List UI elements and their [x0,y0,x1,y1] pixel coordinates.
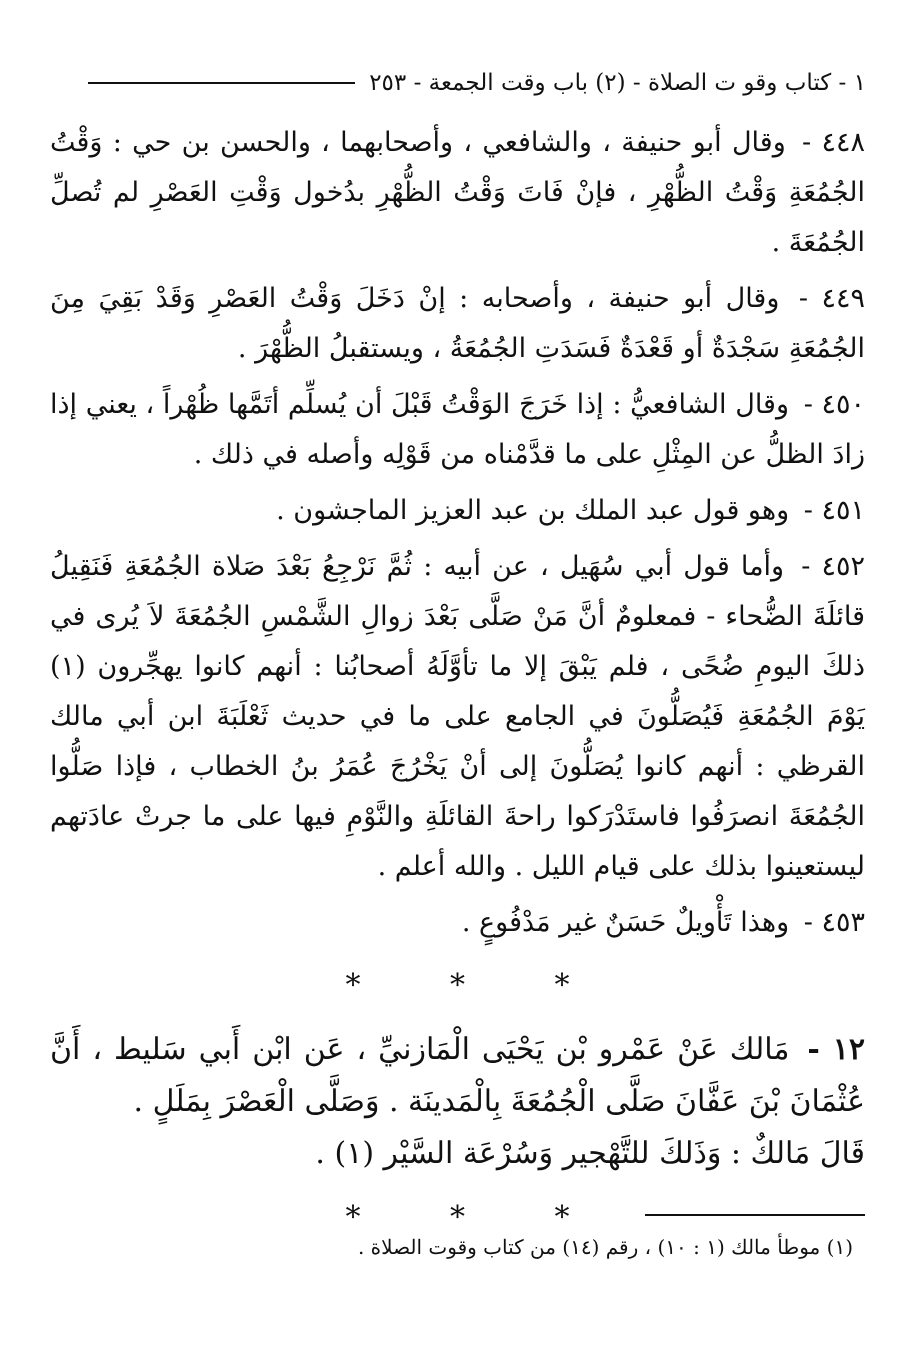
running-header [88,66,866,100]
paragraph-text: وأما قول أبي سُهَيل ، عن أبيه : ثُمَّ نَرْجِعُ بَعْدَ صَلاة الجُمُعَةِ فَنَقِيلُ قائلَةَ الضُّحاء - فمعلومٌ أنَّ مَنْ صَلَّى بَعْدَ زوالِ الشَّمْسِ الجُمُعَةَ لاَ يُرى في ذلكَ اليومِ ضُحًى ، فلم يَبْقَ إلا ما تأوَّلَهُ أصحابُنا : أنهم كانوا يهجِّرون (١) يَوْمَ الجُمُعَةِ فَيُصَلُّونَ في الجامع على ما في حديث ثَعْلَبَةَ ابن أبي مالك القرظي : أنهم كانوا يُصَلُّونَ إلى أنْ يَخْرُجَ عُمَرُ بنُ الخطاب ، فإذا صَلُّوا الجُمُعَةَ انصرَفُوا فاستَدْرَكوا راحةَ القائلَةِ والنَّوْمِ فيها على ما جرتْ عادَتهم ليستعينوا بذلك على قيام الليل . والله أعلم . [50,551,865,882]
hadith-12 [50,1024,865,1128]
paragraph-text: وقال الشافعيُّ : إذا خَرَجَ الوَقْتُ قَبْلَ أن يُسلِّم أتَمَّها ظُهْراً ، يعني إذا زادَ الظلُّ عن المِثْلِ على ما قدَّمْناه من قَوْلِه وأصله في ذلك . [50,389,865,470]
header-rule [88,82,355,84]
malik-comment: قَالَ مَالكٌ : وَذَلكَ للتَّهْجير وَسُرْعَة السَّيْر (١) . [315,1136,865,1171]
paragraph-text: وهذا تَأْويلٌ حَسَنٌ غير مَدْفُوعٍ . [461,907,790,938]
paragraph-451 [50,486,865,536]
header-title: ١ - كتاب وقو ت الصلاة - (٢) باب وقت الجمعة - ٢٥٣ [369,70,866,96]
paragraph-453 [50,898,865,948]
hadith-text: مَالك عَنْ عَمْرو بْن يَحْيَى الْمَازنيِّ ، عَن ابْن أَبي سَليط ، أَنَّ عُثْمَانَ بْنَ عَفَّانَ صَلَّى الْجُمُعَةَ بِالْمَدينَة . وَصَلَّى الْعَصْرَ بِمَلَلٍ . [50,1032,865,1119]
paragraph-text: وقال أبو حنيفة ، والشافعي ، وأصحابهما ، والحسن بن حي : وَقْتُ الجُمُعَةِ وَقْتُ الظُّهْرِ ، فإنْ فَاتَ وَقْتُ الظُّهْرِ بدُخول وَقْتِ العَصْرِ لم تُصلِّ الجُمُعَةَ . [50,127,865,258]
paragraph-450 [50,380,865,480]
main-text [50,118,865,1256]
paragraph-text: وهو قول عبد الملك بن عبد العزيز الماجشون . [276,495,790,526]
paragraph-number: ٤٥١ - [803,495,865,526]
paragraph-number: ٤٥٢ - [801,551,866,582]
section-separator: * * * [345,1200,610,1235]
paragraph-number: ٤٥٠ - [803,389,865,420]
paragraph-number: ٤٤٨ - [802,127,865,158]
hadith-number: ١٢ - [807,1032,865,1067]
paragraph-448 [50,118,865,268]
footnote-rule [645,1214,865,1216]
paragraph-449 [50,274,865,374]
section-separator: * * * [345,968,610,1003]
paragraph-number: ٤٥٣ - [803,907,865,938]
paragraph-text: وقال أبو حنيفة ، وأصحابه : إنْ دَخَلَ وَقْتُ العَصْرِ وَقَدْ بَقِيَ مِنَ الجُمُعَةِ سَجْدَةٌ أو قَعْدَةٌ فَسَدَتِ الجُمُعَةُ ، ويستقبلُ الظُّهْرَ . [50,283,865,364]
paragraph-452 [50,542,865,892]
footnote: (١) موطأ مالك (١ : ١٠) ، رقم (١٤) من كتاب وقوت الصلاة . [357,1235,853,1259]
paragraph-number: ٤٤٩ - [798,283,865,314]
